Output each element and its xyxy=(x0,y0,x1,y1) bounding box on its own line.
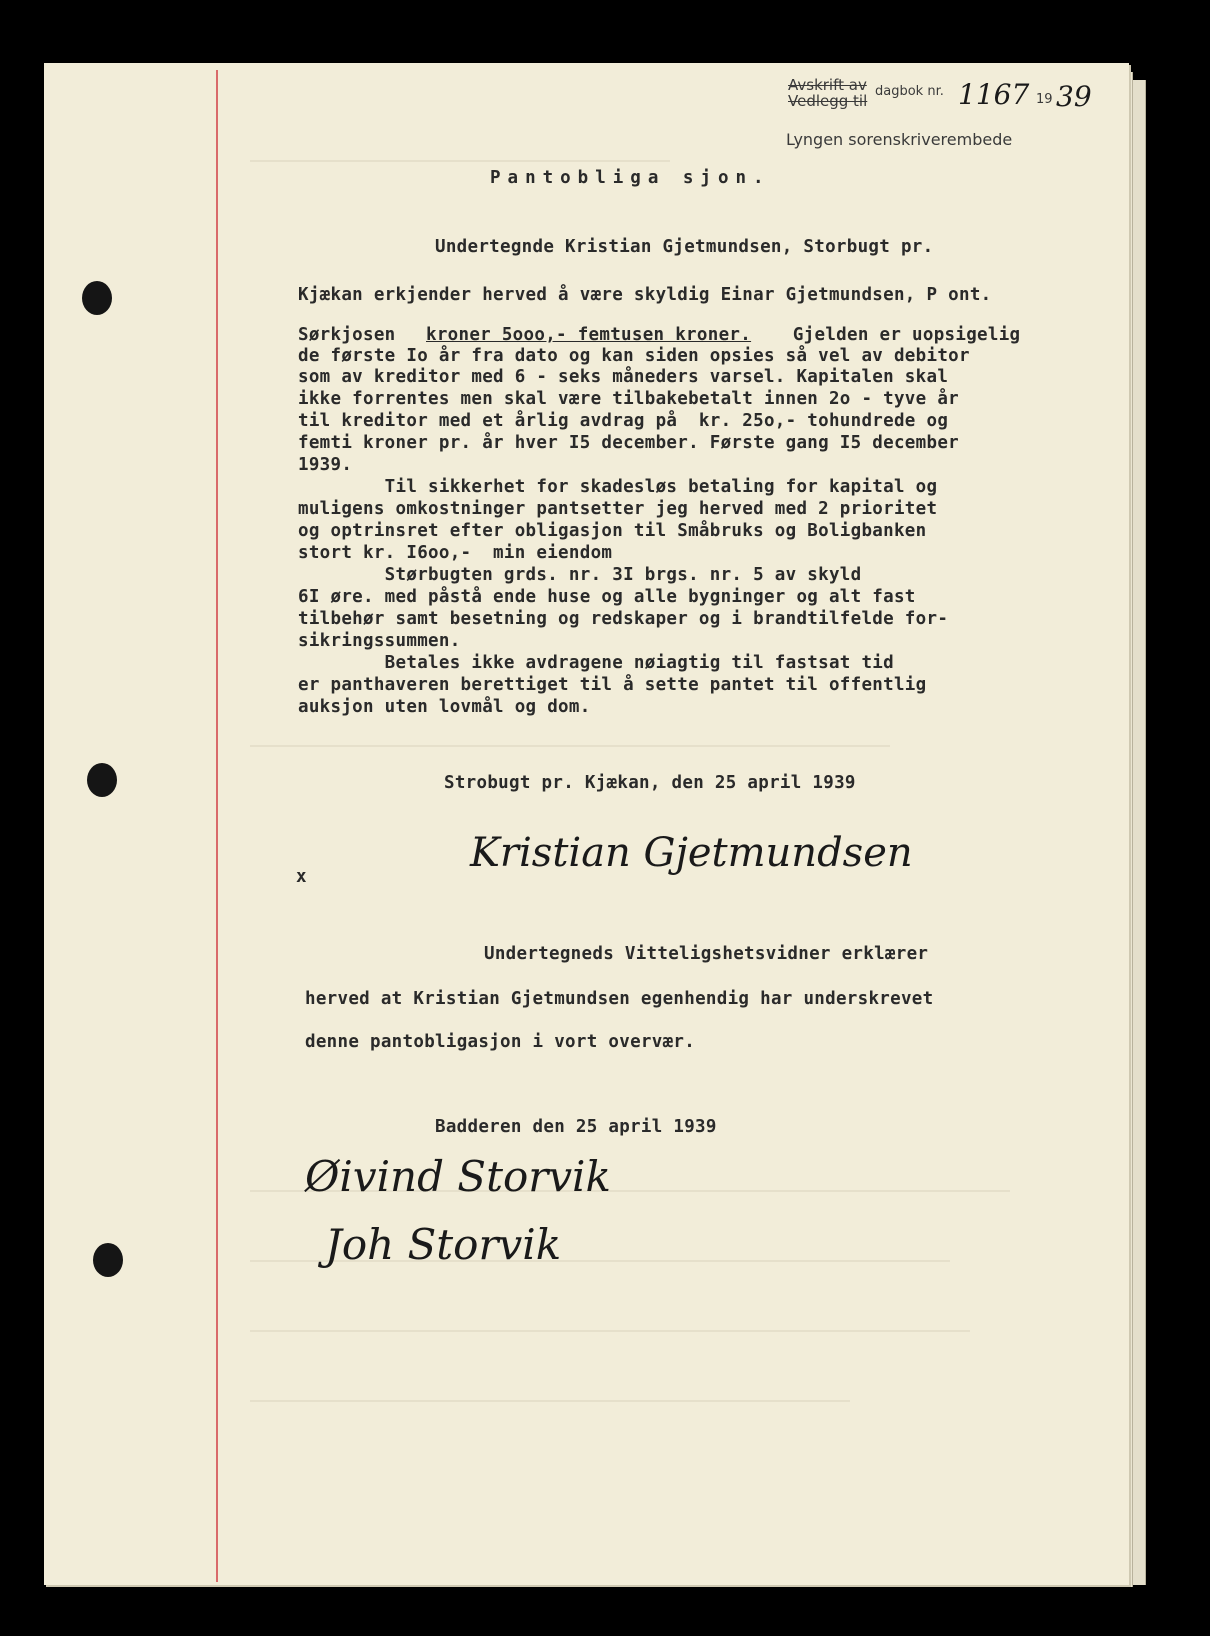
body-line: Undertegnde Kristian Gjetmundsen, Storbugt pr. xyxy=(435,237,934,257)
stamp-year-suffix: 39 xyxy=(1056,80,1092,113)
body-line: Betales ikke avdragene nøiagtig til fastsat tid xyxy=(298,653,894,673)
body-line: femti kroner pr. år hver I5 december. Første gang I5 december xyxy=(298,433,959,453)
punch-hole xyxy=(87,763,117,797)
stamp-office: Lyngen sorenskriverembede xyxy=(786,130,1013,149)
body-line: 1939. xyxy=(298,455,353,475)
witness-signature-2: Joh Storvik xyxy=(325,1220,562,1269)
witness-line: Undertegneds Vitteligshetsvidner erklærer xyxy=(484,944,929,964)
punch-hole xyxy=(82,281,112,315)
body-line: Sørkjosen xyxy=(298,325,396,345)
body-line: Gjelden er uopsigelig xyxy=(782,325,1021,345)
witness-place-date: Badderen den 25 april 1939 xyxy=(435,1117,717,1137)
witness-signature-1: Øivind Storvik xyxy=(305,1152,611,1201)
body-line: tilbehør samt besetning og redskaper og i brandtilfelde for- xyxy=(298,609,949,629)
stamp-line-2: Vedlegg til xyxy=(788,92,868,110)
body-line: de første Io år fra dato og kan siden opsies så vel av debitor xyxy=(298,346,970,366)
red-margin-line xyxy=(216,70,218,1582)
bleed-through xyxy=(250,1400,850,1402)
stamp-dagbok-label: dagbok nr. xyxy=(875,84,944,99)
debtor-signature: Kristian Gjetmundsen xyxy=(470,830,913,876)
punch-hole xyxy=(93,1243,123,1277)
x-mark: x xyxy=(296,867,307,887)
body-line: er panthaveren berettiget til å sette pantet til offentlig xyxy=(298,675,927,695)
witness-line: denne pantobligasjon i vort overvær. xyxy=(305,1032,696,1052)
body-line: muligens omkostninger pantsetter jeg herved med 2 prioritet xyxy=(298,499,938,519)
witness-line: herved at Kristian Gjetmundsen egenhendig har underskrevet xyxy=(305,989,934,1009)
bleed-through xyxy=(250,1330,970,1332)
body-line: og optrinsret efter obligasjon til Småbruks og Boligbanken xyxy=(298,521,927,541)
stamp-year-prefix: 19 xyxy=(1036,92,1053,107)
body-line: ikke forrentes men skal være tilbakebetalt innen 2o - tyve år xyxy=(298,389,959,409)
body-line: 6I øre. med påstå ende huse og alle bygninger og alt fast xyxy=(298,587,916,607)
body-line: auksjon uten lovmål og dom. xyxy=(298,697,591,717)
document-title: Pantobliga sjon. xyxy=(490,168,771,188)
stamp-line-1: Avskrift av xyxy=(788,76,867,94)
loan-amount: kroner 5ooo,- femtusen kroner. xyxy=(426,325,752,345)
body-line: Til sikkerhet for skadesløs betaling for kapital og xyxy=(298,477,938,497)
bleed-through xyxy=(250,160,670,162)
stamp-dagbok-number: 1167 xyxy=(958,78,1030,111)
body-line: sikringssummen. xyxy=(298,631,461,651)
body-line: Kjækan erkjender herved å være skyldig Einar Gjetmundsen, P ont. xyxy=(298,285,992,305)
body-line: som av kreditor med 6 - seks måneders varsel. Kapitalen skal xyxy=(298,367,949,387)
body-line: Størbugten grds. nr. 3I brgs. nr. 5 av skyld xyxy=(298,565,862,585)
bleed-through xyxy=(250,745,890,747)
body-line: stort kr. I6oo,- min eiendom xyxy=(298,543,613,563)
place-date: Strobugt pr. Kjækan, den 25 april 1939 xyxy=(444,773,856,793)
body-line: til kreditor med et årlig avdrag på kr. 25o,- tohundrede og xyxy=(298,411,949,431)
